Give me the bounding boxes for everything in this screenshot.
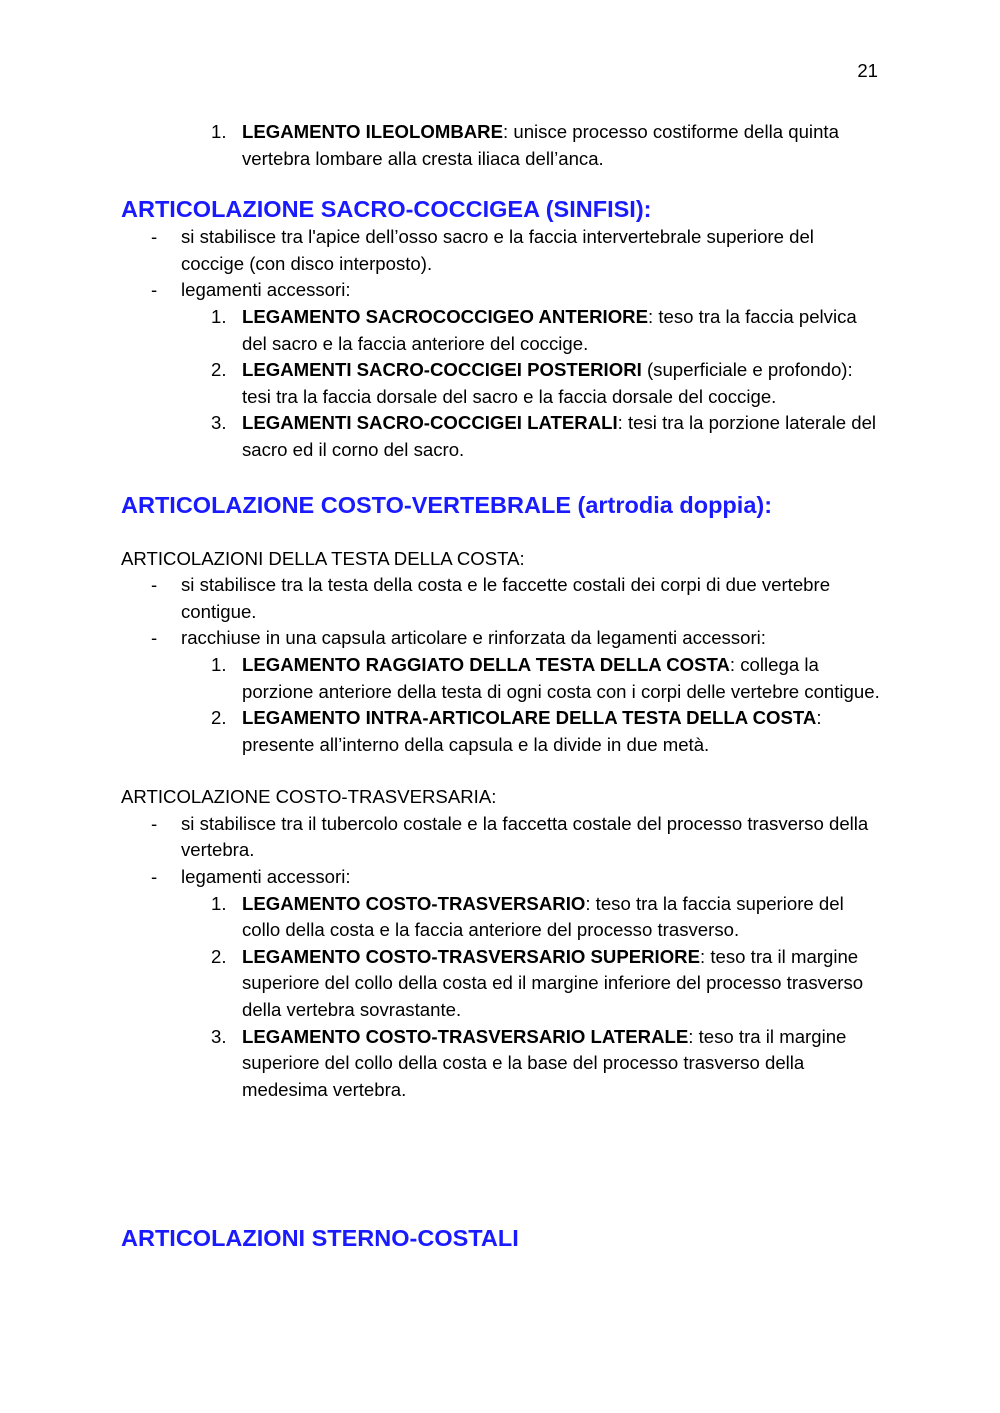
bullet-text: legamenti accessori: — [181, 279, 351, 301]
list-item — [121, 811, 881, 864]
list-item — [121, 864, 881, 891]
sub1-numbered-list — [121, 652, 881, 758]
list-item — [181, 304, 881, 357]
bullet-text: legamenti accessori: — [181, 866, 351, 888]
dash-bullet: - — [151, 574, 158, 596]
list-item — [181, 705, 881, 758]
intro-numbered-list — [121, 119, 881, 172]
list-item — [121, 625, 881, 652]
ligament-name: LEGAMENTI SACRO-COCCIGEI LATERALI — [242, 412, 618, 434]
ligament-description: : teso tra il margine superiore del collo della costa ed il margine inferiore del processo trasverso della vertebra sovrastante. — [242, 945, 864, 1021]
ligament-name: LEGAMENTO RAGGIATO DELLA TESTA DELLA COSTA — [242, 653, 730, 675]
section-heading-sacro-coccigea: ARTICOLAZIONE SACRO-COCCIGEA (SINFISI): — [121, 196, 652, 223]
bullet-text: si stabilisce tra il tubercolo costale e la faccetta costale del processo trasverso della vertebra. — [181, 812, 869, 861]
sub2-bullet-list — [121, 811, 881, 891]
page-number: 21 — [857, 60, 878, 81]
list-item — [121, 224, 881, 277]
dash-bullet: - — [151, 812, 158, 834]
bullet-text: si stabilisce tra la testa della costa e le faccette costali dei corpi di due vertebre contigue. — [181, 574, 831, 622]
list-item — [181, 1024, 881, 1104]
ligament-name: LEGAMENTO COSTO-TRASVERSARIO SUPERIORE — [242, 945, 701, 967]
list-item — [181, 944, 881, 1024]
list-item — [121, 572, 881, 625]
ligament-description: : teso tra la faccia superiore del collo della costa e la faccia anteriore del processo trasverso. — [242, 892, 844, 941]
sub2-numbered-list — [121, 891, 881, 1104]
ligament-description: : teso tra la faccia pelvica del sacro e la faccia anteriore del coccige. — [242, 305, 857, 354]
list-item — [121, 277, 881, 304]
list-item — [181, 410, 881, 463]
ligament-description: : unisce processo costiforme della quinta vertebra lombare alla cresta iliaca dell’anca. — [242, 121, 839, 169]
item-number: 2. — [211, 359, 227, 381]
item-number: 2. — [211, 707, 227, 729]
ligament-description: : teso tra il margine superiore del collo della costa e la base del processo trasverso della medesima vertebra. — [242, 1025, 847, 1100]
section1-numbered-list — [121, 304, 881, 464]
dash-bullet: - — [151, 866, 158, 888]
ligament-name: LEGAMENTO COSTO-TRASVERSARIO LATERALE — [242, 1025, 689, 1047]
section1-bullet-list — [121, 224, 881, 304]
list-item — [181, 891, 881, 944]
document-body — [121, 119, 881, 1253]
dash-bullet: - — [151, 226, 158, 248]
ligament-name: LEGAMENTO ILEOLOMBARE — [242, 121, 504, 142]
ligament-name: LEGAMENTI SACRO-COCCIGEI POSTERIORI — [242, 359, 642, 381]
ligament-description: (superficiale e profondo): tesi tra la faccia dorsale del sacro e la faccia dorsale del coccige. — [242, 359, 853, 407]
ligament-description: : presente all’interno della capsula e la divide in due metà. — [242, 707, 822, 755]
sub1-bullet-list — [121, 572, 881, 652]
item-number: 1. — [211, 121, 227, 142]
list-item — [181, 357, 881, 410]
section-heading-costo-vertebrale: ARTICOLAZIONE COSTO-VERTEBRALE (artrodia doppia): — [121, 491, 773, 518]
ligament-description: : collega la porzione anteriore della testa di ogni costa con i corpi delle vertebre contigue. — [242, 653, 880, 702]
ligament-description: : tesi tra la porzione laterale del sacro ed il corno del sacro. — [242, 412, 877, 460]
item-number: 3. — [211, 412, 227, 434]
item-number: 1. — [211, 892, 227, 914]
item-number: 1. — [211, 653, 227, 675]
ligament-name: LEGAMENTO SACROCOCCIGEO ANTERIORE — [242, 305, 648, 327]
bullet-text: si stabilisce tra l'apice dell’osso sacro e la faccia intervertebrale superiore del coccige (con disco interposto). — [181, 226, 814, 274]
subsection-heading-testa-costa: ARTICOLAZIONI DELLA TESTA DELLA COSTA: — [121, 547, 525, 569]
ligament-name: LEGAMENTO COSTO-TRASVERSARIO — [242, 892, 586, 914]
list-item — [181, 652, 881, 705]
subsection-heading-costo-trasversaria: ARTICOLAZIONE COSTO-TRASVERSARIA: — [121, 786, 497, 808]
item-number: 2. — [211, 945, 227, 967]
item-number: 3. — [211, 1025, 227, 1047]
dash-bullet: - — [151, 279, 158, 301]
item-number: 1. — [211, 305, 227, 327]
bullet-text: racchiuse in una capsula articolare e rinforzata da legamenti accessori: — [181, 627, 766, 649]
section-heading-sterno-costali: ARTICOLAZIONI STERNO-COSTALI — [121, 1225, 519, 1252]
dash-bullet: - — [151, 627, 158, 649]
list-item — [181, 119, 881, 172]
ligament-name: LEGAMENTO INTRA-ARTICOLARE DELLA TESTA DELLA COSTA — [242, 707, 817, 729]
